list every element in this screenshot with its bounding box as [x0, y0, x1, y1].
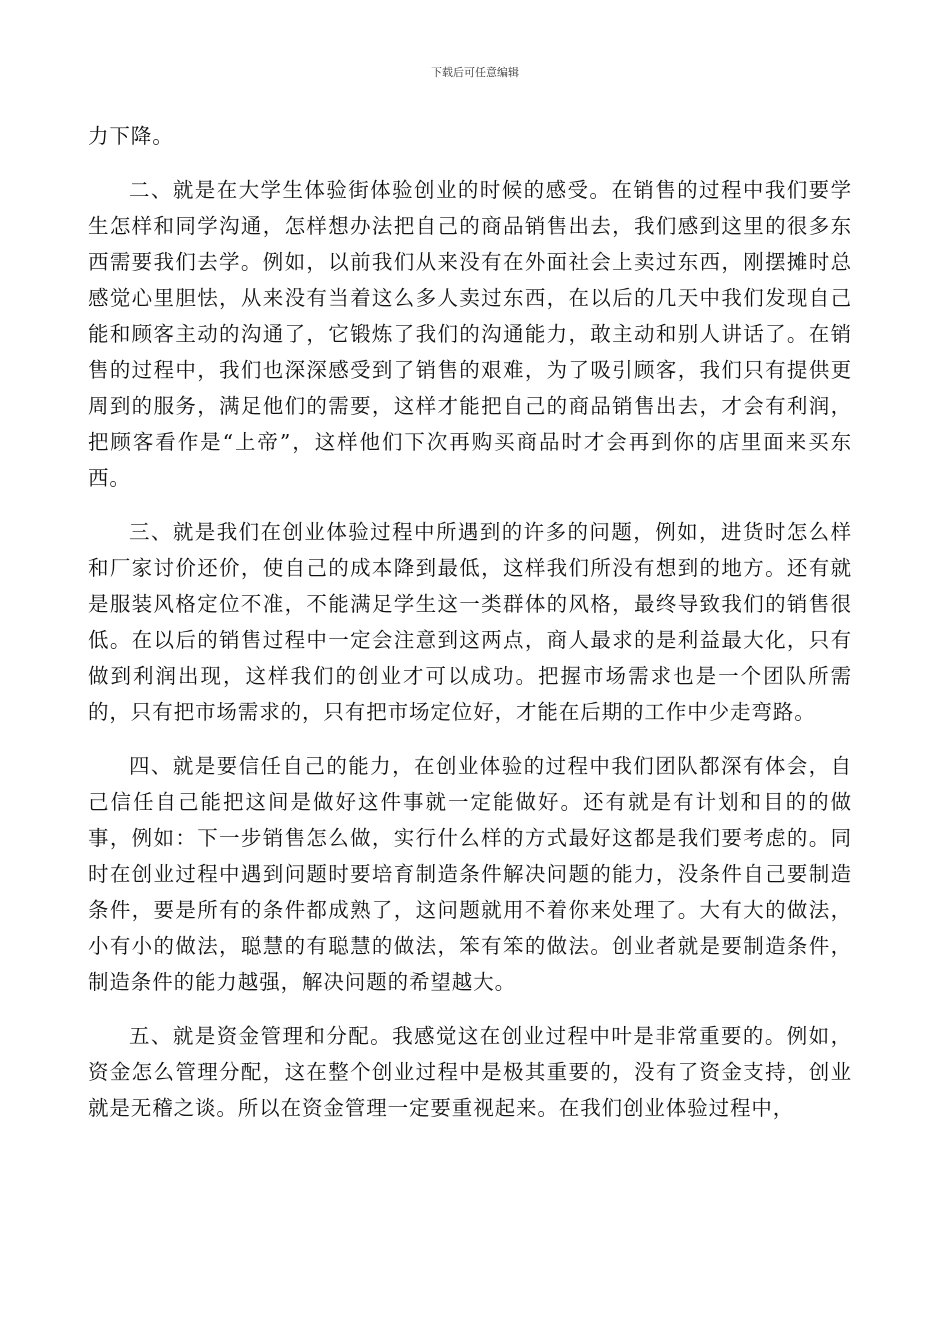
paragraph-five: 五、就是资金管理和分配。我感觉这在创业过程中叶是非常重要的。例如，资金怎么管理分配，这在整个创业过程中是极其重要的，没有了资金支持，创业就是无稽之谈。所以在资金管理一定要重视起来。在我们创业体验过程中，: [88, 1024, 852, 1120]
paragraph-three: 三、就是我们在创业体验过程中所遇到的许多的问题，例如，进货时怎么样和厂家讨价还价，使自己的成本降到最低，这样我们所没有想到的地方。还有就是服装风格定位不准，不能满足学生这一类群体的风格，最终导致我们的销售很低。在以后的销售过程中一定会注意到这两点，商人最求的是利益最大化，只有做到利润出现，这样我们的创业才可以成功。把握市场需求也是一个团队所需的，只有把市场需求的，只有把市场定位好，才能在后期的工作中少走弯路。: [88, 520, 852, 724]
document-body: [88, 118, 852, 1126]
paragraph-continuation: 力下降。: [88, 124, 174, 148]
paragraph-four: 四、就是要信任自己的能力，在创业体验的过程中我们团队都深有体会，自己信任自己能把这间是做好这件事就一定能做好。还有就是有计划和目的的做事，例如：下一步销售怎么做，实行什么样的方式最好这都是我们要考虑的。同时在创业过程中遇到问题时要培育制造条件解决问题的能力，没条件自己要制造条件，要是所有的条件都成熟了，这问题就用不着你来处理了。大有大的做法，小有小的做法，聪慧的有聪慧的做法，笨有笨的做法。创业者就是要制造条件，制造条件的能力越强，解决问题的希望越大。: [88, 754, 852, 994]
paragraph-two: 二、就是在大学生体验街体验创业的时候的感受。在销售的过程中我们要学生怎样和同学沟通，怎样想办法把自己的商品销售出去，我们感到这里的很多东西需要我们去学。例如，以前我们从来没有在外面社会上卖过东西，刚摆摊时总感觉心里胆怯，从来没有当着这么多人卖过东西，在以后的几天中我们发现自己能和顾客主动的沟通了，它锻炼了我们的沟通能力，敢主动和别人讲话了。在销售的过程中，我们也深深感受到了销售的艰难，为了吸引顾客，我们只有提供更周到的服务，满足他们的需要，这样才能把自己的商品销售出去，才会有利润，把顾客看作是“上帝”，这样他们下次再购买商品时才会再到你的店里面来买东西。: [88, 178, 852, 490]
page-header: 下载后可任意编辑: [431, 66, 519, 79]
